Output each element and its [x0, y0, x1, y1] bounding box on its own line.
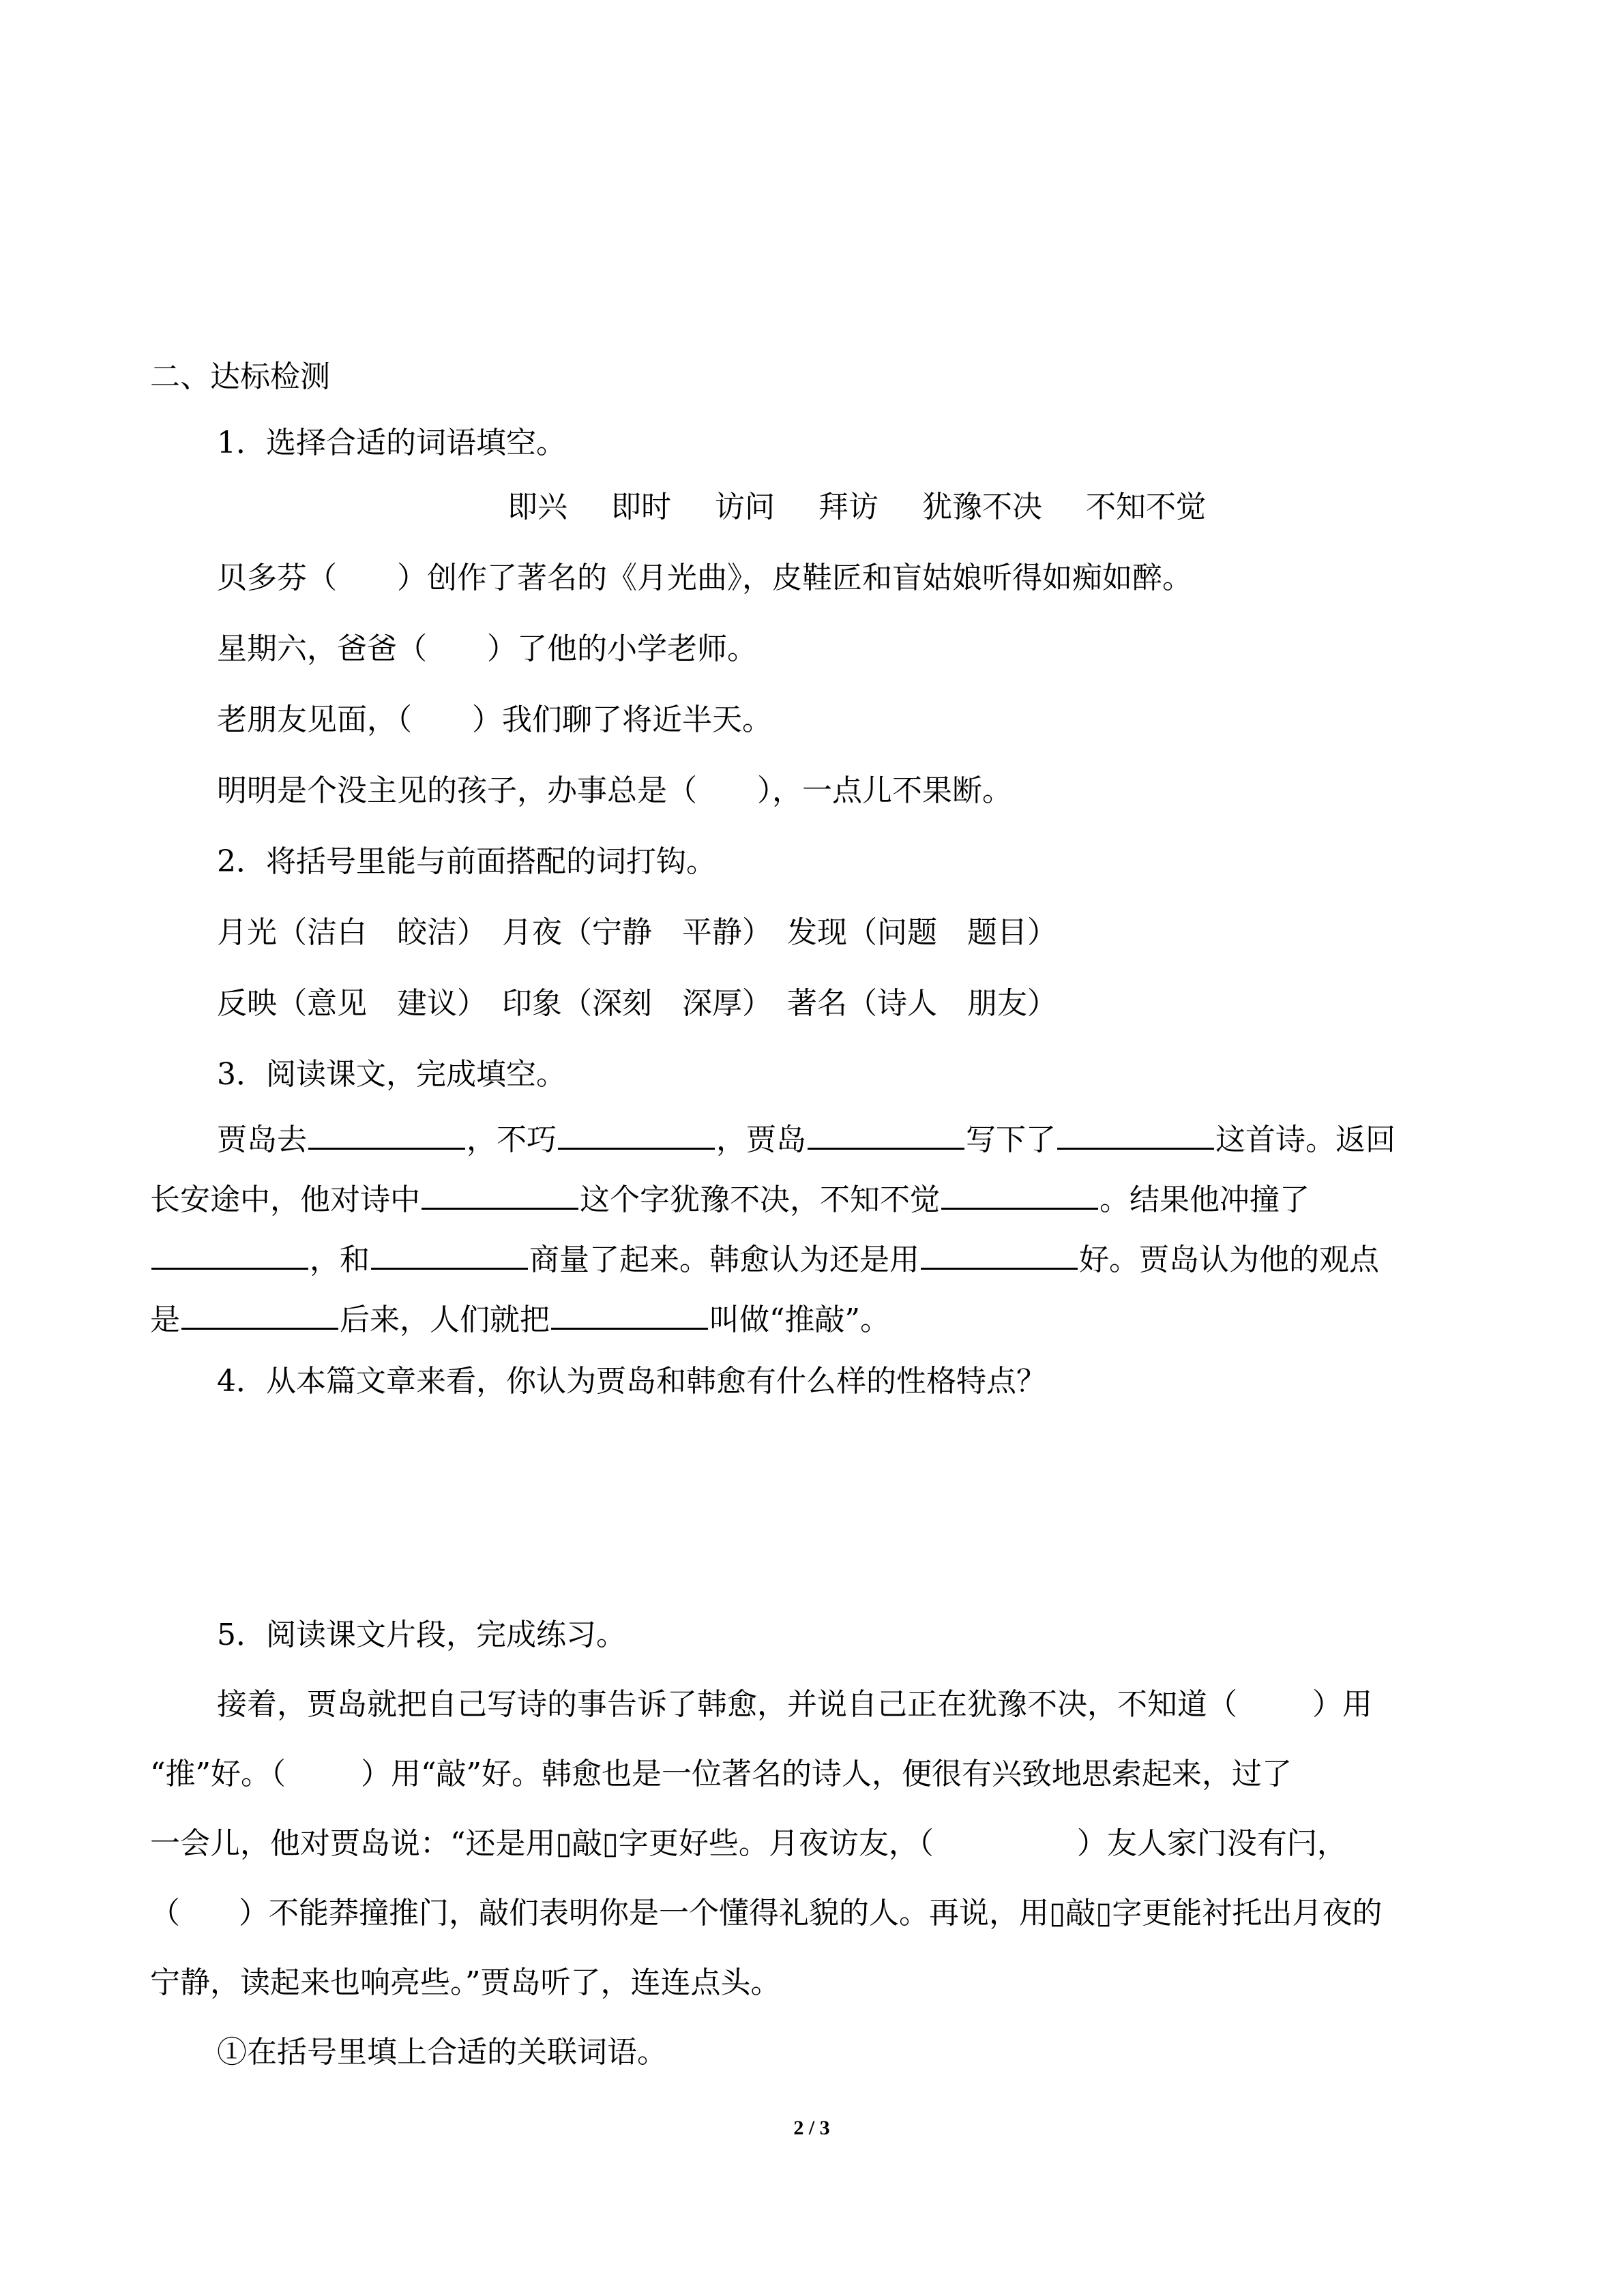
word-bank-item: 犹豫不决: [922, 490, 1042, 524]
q3-title: 3．阅读课文，完成填空。: [217, 1057, 566, 1092]
q5-passage-line-3: 一会儿，他对贾岛说：“还是用▯敲▯字更好些。月夜访友，（ ）友人家门没有闩，: [150, 1826, 1347, 1861]
answer-blank[interactable]: [371, 1268, 528, 1270]
answer-blank[interactable]: [551, 1328, 708, 1330]
q1-sentence-2: 星期六，爸爸（ ）了他的小学老师。: [217, 631, 757, 666]
word-bank-item: 即兴: [507, 490, 567, 524]
answer-blank[interactable]: [151, 1268, 308, 1270]
answer-blank[interactable]: [181, 1328, 338, 1330]
q3-line-2: 长安途中，他对诗中 这个字犹豫不决，不知不觉 。结果他冲撞了: [150, 1182, 1310, 1217]
answer-blank[interactable]: [808, 1148, 964, 1150]
answer-blank[interactable]: [308, 1148, 465, 1150]
word-bank-item: 不知不觉: [1086, 490, 1206, 524]
q1-sentence-4: 明明是个没主见的孩子，办事总是（ ），一点儿不果断。: [217, 773, 1012, 808]
q1-title: 1．选择合适的词语填空。: [217, 426, 566, 460]
q5-passage-line-1: 接着，贾岛就把自己写诗的事告诉了韩愈，并说自己正在犹豫不决，不知道（ ）用: [217, 1687, 1372, 1722]
q4-title: 4．从本篇文章来看，你认为贾岛和韩愈有什么样的性格特点？: [217, 1364, 1046, 1399]
answer-blank[interactable]: [941, 1208, 1098, 1210]
q5-passage-line-2: “推”好。（ ）用“敲”好。韩愈也是一位著名的诗人，便很有兴致地思索起来，过了: [150, 1757, 1292, 1791]
q2-title: 2．将括号里能与前面搭配的词打钩。: [217, 844, 716, 879]
answer-blank[interactable]: [921, 1268, 1078, 1270]
answer-blank[interactable]: [422, 1208, 578, 1210]
q2-row-1: 月光（洁白 皎洁） 月夜（宁静 平静） 发现（问题 题目）: [217, 915, 1057, 950]
q1-sentence-3: 老朋友见面，（ ）我们聊了将近半天。: [217, 702, 772, 737]
q3-line-4: 是 后来，人们就把 叫做“推敲”。: [150, 1302, 890, 1337]
q1-sentence-1: 贝多芬（ ）创作了著名的《月光曲》，皮鞋匠和盲姑娘听得如痴如醉。: [217, 561, 1192, 595]
q3-line-1: 贾岛去 ，不巧 ，贾岛 写下了 这首诗。返回: [217, 1122, 1396, 1157]
q5-subquestion-1: ①在括号里填上合适的关联词语。: [217, 2035, 667, 2070]
q5-title: 5．阅读课文片段，完成练习。: [217, 1617, 626, 1652]
q5-passage-line-4: （ ）不能莽撞推门，敲们表明你是一个懂得礼貌的人。再说，用▯敲▯字更能衬托出月夜的: [150, 1896, 1383, 1930]
word-bank-item: 即时: [611, 490, 671, 524]
word-bank-item: 拜访: [818, 490, 879, 524]
page-number: 2 / 3: [793, 2117, 830, 2139]
answer-blank[interactable]: [558, 1148, 715, 1150]
q5-passage-line-5: 宁静，读起来也响亮些。”贾岛听了，连连点头。: [150, 1965, 781, 2000]
word-bank-item: 访问: [715, 490, 775, 524]
answer-blank[interactable]: [1057, 1148, 1214, 1150]
q3-line-3: ，和 商量了起来。韩愈认为还是用 好。贾岛认为他的观点: [150, 1245, 1379, 1275]
q1-word-bank: [507, 492, 1206, 522]
section-heading: 二、达标检测: [150, 359, 330, 394]
q4-answer-area[interactable]: [217, 1412, 1445, 1602]
q2-row-2: 反映（意见 建议） 印象（深刻 深厚） 著名（诗人 朋友）: [217, 986, 1057, 1021]
